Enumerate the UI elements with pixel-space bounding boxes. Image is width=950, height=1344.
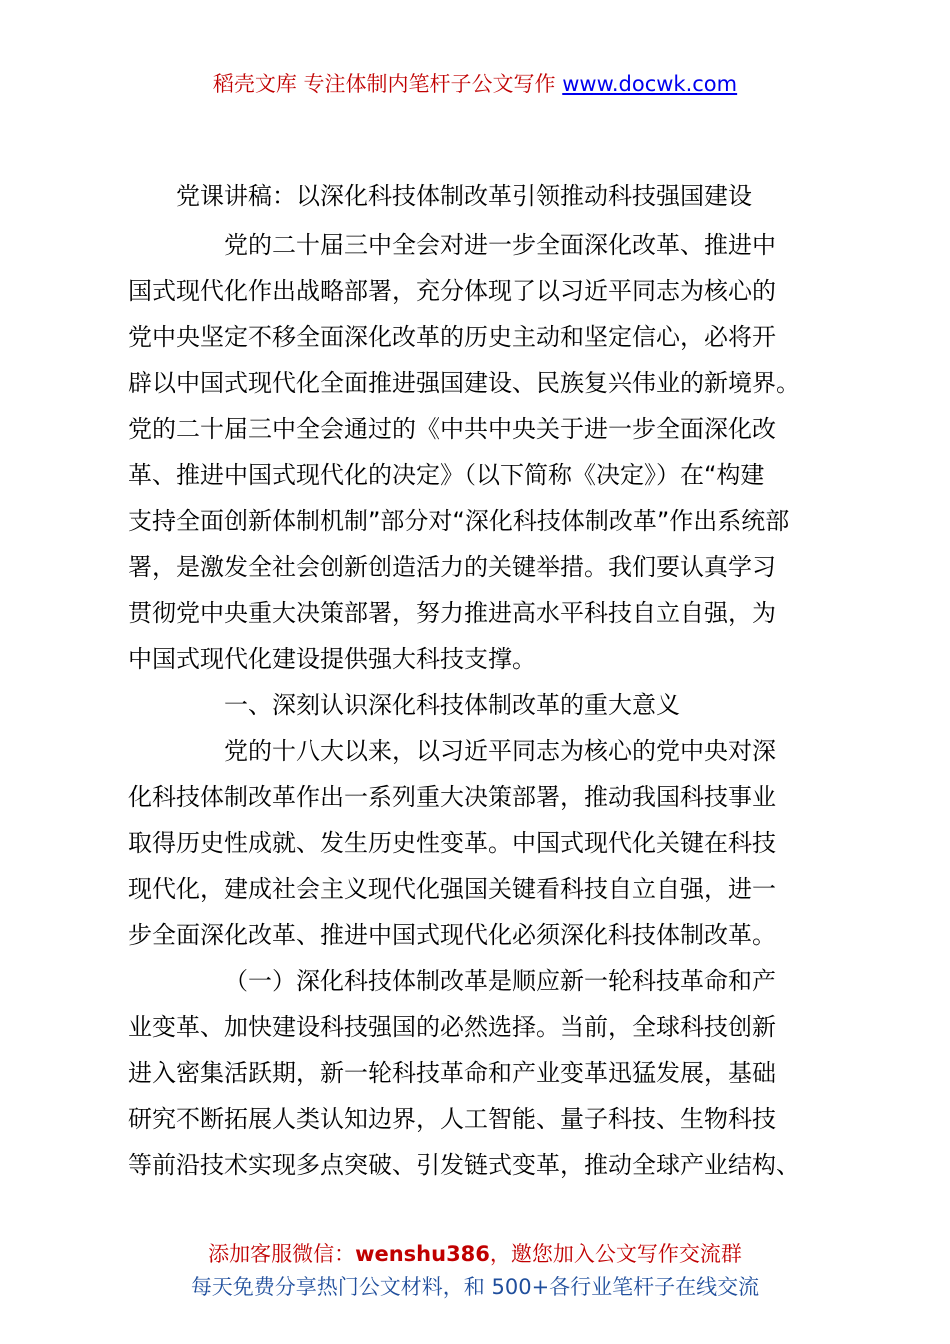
paragraph-line: 党的二十届三中全会通过的《中共中央关于进一步全面深化改 [128,415,776,443]
wechat-id: wenshu386 [355,1242,490,1266]
paragraph-line: 党的二十届三中全会对进一步全面深化改革、推进中 [224,231,776,259]
paragraph-line: 国式现代化作出战略部署，充分体现了以习近平同志为核心的 [128,277,776,305]
footer-prefix: 添加客服微信： [208,1242,356,1266]
paragraph-line: 等前沿技术实现多点突破、引发链式变革，推动全球产业结构、 [128,1151,800,1179]
document-body [128,222,828,1188]
header-link[interactable]: www.docwk.com [562,72,738,96]
paragraph-line: 署，是激发全社会创新创造活力的关键举措。我们要认真学习 [128,553,776,581]
footer-line-2: 每天免费分享热门公文材料，和 500+各行业笔杆子在线交流 [190,1275,760,1299]
paragraph-line: 支持全面创新体制机制”部分对“深化科技体制改革”作出系统部 [128,507,790,535]
paragraph-line: 化科技体制改革作出一系列重大决策部署，推动我国科技事业 [128,783,776,811]
paragraph-line: 党中央坚定不移全面深化改革的历史主动和坚定信心，必将开 [128,323,776,351]
paragraph-line: 贯彻党中央重大决策部署，努力推进高水平科技自立自强，为 [128,599,776,627]
page-header [0,70,950,98]
paragraph-line: 进入密集活跃期，新一轮科技革命和产业变革迅猛发展，基础 [128,1059,776,1087]
footer-suffix: ，邀您加入公文写作交流群 [489,1242,742,1266]
header-site-text: 稻壳文库 专注体制内笔杆子公文写作 [212,72,556,96]
paragraph-line: 研究不断拓展人类认知边界，人工智能、量子科技、生物科技 [128,1105,776,1133]
paragraph-line: 步全面深化改革、推进中国式现代化必须深化科技体制改革。 [128,921,776,949]
page-footer [0,1238,950,1304]
paragraph-line: 现代化，建成社会主义现代化强国关键看科技自立自强，进一 [128,875,776,903]
paragraph-line: 革、推进中国式现代化的决定》（以下简称《决定》）在“构建 [128,461,765,489]
paragraph-line: 中国式现代化建设提供强大科技支撑。 [128,645,536,673]
document-title: 党课讲稿：以深化科技体制改革引领推动科技强国建设 [176,182,752,210]
footer-line-1 [0,1238,950,1271]
paragraph-line: 业变革、加快建设科技强国的必然选择。当前，全球科技创新 [128,1013,776,1041]
paragraph-line: （一）深化科技体制改革是顺应新一轮科技革命和产 [224,967,776,995]
paragraph-line: 辟以中国式现代化全面推进强国建设、民族复兴伟业的新境界。 [128,369,800,397]
section-heading: 一、深刻认识深化科技体制改革的重大意义 [224,691,680,719]
paragraph-line: 取得历史性成就、发生历史性变革。中国式现代化关键在科技 [128,829,776,857]
paragraph-line: 党的十八大以来，以习近平同志为核心的党中央对深 [224,737,776,765]
